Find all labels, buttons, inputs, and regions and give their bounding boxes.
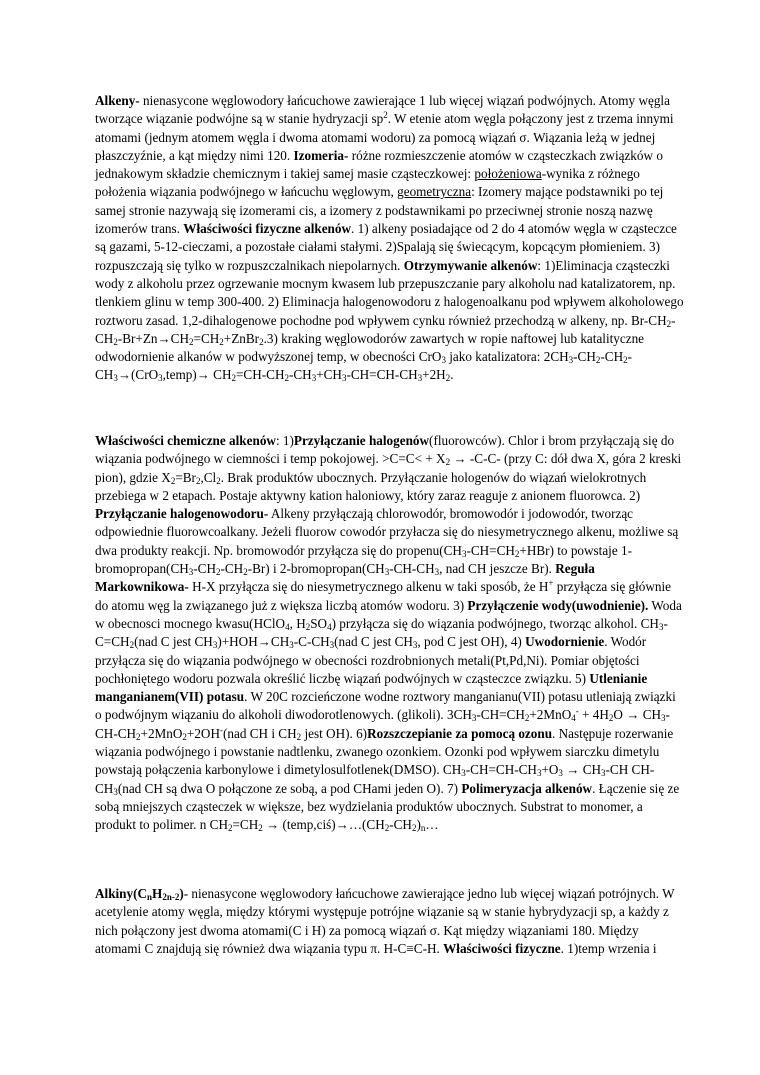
heading-rozszczepianie: Rozszczepianie za pomocą ozonu: [367, 725, 553, 741]
heading-wlasciwosci-chemiczne: Właściwości chemiczne alkenów: [95, 433, 276, 448]
paragraph-alkeny: Alkeny- nienasycone węglowodory łańcuchowe zawierające 1 lub więcej wiązań podwójnych. Atomy węgla tworzące wiązanie podwójne są w stanie hydryzacji $sp^2$. W etenie atom węgla połączony jest z trzema innymi atomami (jednym atomem węgla i dwoma atomami wodoru) za pomocą wiązań σ. Wiązania leżą w jednej płaszczyźnie, a kąt między nimi 120. Izomeria- różne rozmieszczenie atomów w cząsteczkach związków o jednakowym składzie chemicznym i takiej samej masie cząsteczkowej: położeniowa-wynika z różnego położenia wiązania podwójnego w łańcuchu węglowym, geometryczna: Izomery mające podstawniki po tej samej stronie nazywają się izomerami cis, a izomery z podstawnikami po przeciwnej stronie noszą nazwę izomerów trans. Właściwości fizyczne alkenów. 1) alkeny posiadające od 2 do 4 atomów węgla w cząsteczce są gazami, 5-12-cieczami, a pozostałe ciałami stałymi. 2)Spalają się świecącym, kopcącym płomieniem. 3) rozpuszczają się tylko w rozpuszczalnikach niepolarnych. Otrzymywanie alkenów: 1)Eliminacja cząsteczki wody z alkoholu przez ogrzewanie mocnym kwasem lub przepuszczanie pary alkoholu nad katalizatorem, np. tlenkiem glinu w temp 300-400. 2) Eliminacja halogenowodoru z halogenoalkanu pod wpływem alkoholowego roztworu zasad. 1,2-dihalogenowe pochodne pod wpływem cynku również przechodzą w alkeny, np. $Br-CH_2-CH_2-Br+Zn\to CH_2=CH_2+ZnBr_2.3$) kraking węglowodorów zawartych w ropie naftowej lub katalityczne odwodornienie alkanów w podwyższonej temp, w obecności CrO$_3$ jako katalizatora: $2CH_3-CH_2-CH_2-CH_3\to(CrO_3,temp)\to CH_2=CH-CH_2-CH_3+CH_3-CH=CH-CH_3+2H_2$.: [95, 93, 684, 384]
heading-przylaczanie-halogenowodoru: Przyłączanie halogenowodoru-: [95, 506, 269, 522]
heading-wlasciwosci-fizyczne: Właściwości fizyczne alkenów: [183, 221, 352, 237]
term-geometryczna: geometryczna: [397, 184, 472, 200]
heading-uwodornienie: Uwodornienie: [525, 634, 605, 650]
heading-alkiny: $Alkiny(C_nH_{2n-2})$: [95, 886, 184, 902]
heading-przylaczenie-wody: Przyłączenie wody(uwodnienie).: [467, 597, 649, 613]
heading-polimeryzacja: Polimeryzacja alkenów: [461, 780, 593, 796]
paragraph-wlasciwosci-chemiczne: Właściwości chemiczne alkenów: 1)Przyłączanie halogenów(fluorowców). Chlor i brom przyłączają się do wiązania podwójnego w ciemności i temp pokojowej. $>C=C< + X_2 \to -C-C-$ (przy C: dół dwa X, góra 2 kreski pion), gdzie $X_2=Br_2,Cl_2$. Brak produktów ubocznych. Przyłączanie hologenów do wiązań wielokrotnych przebiega w 2 etapach. Postaje aktywny kation haloniowy, który zaraz reaguje z anionem fluorowca. 2) Przyłączanie halogenowodoru- Alkeny przyłączają chlorowodór, bromowodór i jodowodór, tworząc odpowiednie fluorowcoalkany. Jeżeli fluorow cowodór przyłacza się do niesymetrycznego alkenu, możliwe są dwa produkty reakcji. Np. bromowodór przyłącza się do $propenu(CH_3-CH=CH_2+HBr)$ to powstaje $1-bromopropan(CH_3-CH_2-CH_2-Br)$ i $2-bromopropan(CH_3-CH-CH_3$, nad CH jeszcze Br). Reguła Markownikowa- H-X przyłącza się do niesymetrycznego alkenu w taki sposób, że H+ przyłącza się głównie do atomu węg la związanego już z większa liczbą atomów wodoru. 3) Przyłączenie wody(uwodnienie). Woda w obecnosci mocnego kwasu(HClO$_4$, $H_2SO_4$) przyłącza się do wiązania podwójnego, tworząc alkohol. $CH_3-C=CH_2(nad$ C jest $CH_3)+HOH\to CH_3-C-CH_3(nad$ C jest $CH_3$, pod C jest OH), 4) Uwodornienie. Wodór przyłącza się do wiązania podwójnego w obecności rozdrobnionych metali(Pt,Pd,Ni). Pomiar objętości pochłoniętego wodoru pozwala określić liczbę wiązań podwójnych w cząsteczce związku. 5) Utlenianie manganianem(VII) potasu. W 20C rozcieńczone wodne roztwory manganianu(VII) potasu utleniają związki o podwójnym wiązaniu do alkoholi diwodorotlenowych. (glikoli). $3CH_3-CH=CH_2+2MnO_4^- + 4H_2O \to CH_3-CH-CH_2+2MnO_2+2OH^-(nad$ CH i $CH_2$ jest OH). 6)Rozszczepianie za pomocą ozonu. Następuje rozerwanie wiązania podwójnego i powstanie nadtlenku, zwanego ozonkiem. Ozonki pod wpływem siarczku dimetylu powstają połączenia karbonylowe i dimetylosulfotlenek(DMSO). $CH_3-CH=CH-CH_3+O_3 \to CH_3-CH$ $CH-CH_3(nad$ CH są dwa O połączone ze sobą, a pod CHami jeden O). 7) Polimeryzacja alkenów. Łączenie się ze sobą mniejszych cząsteczek w większe, bez wydzielania produktów ubocznych. Substrat to monomer, a produkt to polimer. n $CH_2=CH_2$ → $(temp,ciś)\to\dots(CH_2-CH_2)_n\dots$: [95, 433, 682, 834]
heading-izomeria: Izomeria-: [293, 147, 349, 163]
heading-regula-markownikowa: Reguła Markownikowa-: [95, 561, 595, 595]
heading-przylaczanie-halogenow: Przyłączanie halogenów: [293, 433, 430, 448]
heading-alkeny: Alkeny-: [95, 93, 140, 108]
term-polozeniowa: położeniowa: [474, 166, 542, 182]
paragraph-alkiny: $Alkiny(C_nH_{2n-2})-$ nienasycone węglowodory łańcuchowe zawierające jedno lub więcej wiązań potrójnych. W acetylenie atomy węgla, między którymi występuje potrójne wiązanie są w stanie hybrydyzacji sp, a każdy z nich połączony jest dwoma atomami(C i H) za pomocą wiązań σ. Kąt między wiązaniami 180. Między atomami C znajdują się również dwa wiązania typu π. H-C≡C-H. Właściwości fizyczne. 1)temp wrzenia i: [95, 886, 675, 956]
heading-otrzymywanie: Otrzymywanie alkenów: [403, 257, 538, 273]
heading-wlasciwosci-fizyczne-alkiny: Właściwości fizyczne: [443, 940, 561, 956]
heading-utlenianie: Utlenianie manganianem(VII) potasu: [95, 670, 648, 705]
